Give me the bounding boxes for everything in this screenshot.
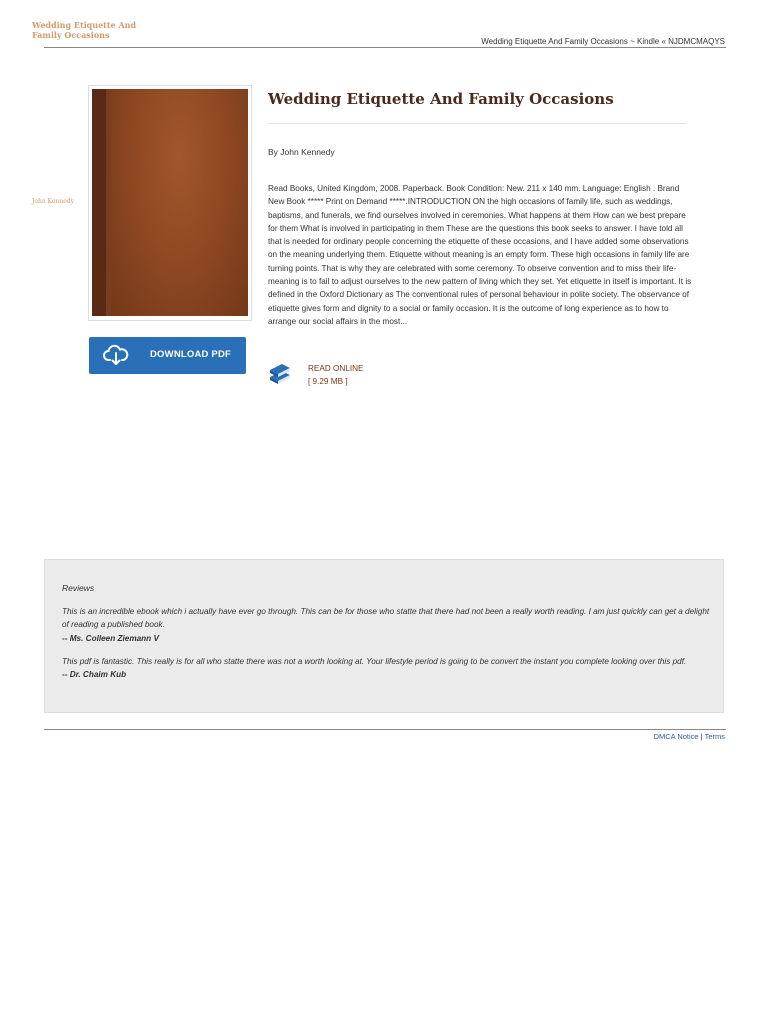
- review-text: This pdf is fantastic. This really is for all who statte there was not a worth looking at. Your lifestyle period is going to be convert the instant you complete looking over this pdf.: [62, 657, 687, 666]
- cover-author: John Kennedy: [32, 198, 75, 205]
- book-title: Wedding Etiquette And Family Occasions: [268, 90, 614, 108]
- cover-title: Wedding Etiquette And Family Occasions: [32, 20, 137, 40]
- cover-spine: [92, 89, 106, 316]
- review-text: This is an incredible ebook which i actually have ever go through. This can be for those who statte that there had not been a really worth reading. I am just quickly can get a delight of reading a published book.: [62, 607, 710, 630]
- book-cover-image: [92, 89, 248, 316]
- read-online-link[interactable]: READ ONLINE: [308, 364, 364, 373]
- footer-links: [654, 732, 725, 741]
- reviews-heading: Reviews: [62, 583, 95, 593]
- title-divider: [268, 123, 686, 124]
- header-divider: [44, 47, 726, 48]
- cloud-download-icon: [103, 343, 129, 367]
- review-author: -- Dr. Chaim Kub: [62, 670, 127, 680]
- footer-separator: |: [700, 732, 703, 741]
- download-pdf-button[interactable]: [89, 337, 246, 374]
- terms-link[interactable]: Terms: [704, 732, 725, 741]
- reviews-panel: [44, 559, 724, 713]
- book-stack-icon[interactable]: [268, 362, 292, 386]
- footer-divider: [44, 729, 726, 730]
- file-size: [ 9.29 MB ]: [308, 377, 348, 386]
- dmca-notice-link[interactable]: DMCA Notice: [653, 732, 699, 741]
- review-item: [62, 605, 712, 645]
- book-author: By John Kennedy: [268, 147, 335, 157]
- review-item: [62, 655, 712, 682]
- cover-body: [111, 89, 248, 316]
- book-description: Read Books, United Kingdom, 2008. Paperback. Book Condition: New. 211 x 140 mm. Language: English . Brand New Book ***** Print on Demand *****.INTRODUCTION ON the high occasions of family life, such as weddings, baptisms, and funerals, we find ourselves involved in ceremonies. What happens at them How can we best prepare for them What is involved in participating in them These are the questions this book seeks to answer. I have told all that is needed for ordinary people concerning the etiquette of these occasions, and I have added some observations on the meaning underlying them. Etiquette without meaning is an empty form. These high occasions in family life are turning points. That is why they are celebrated with some ceremony. To observe convention and to miss their life-meaning is to fail to adjust ourselves to the new pattern of living which they set. Yet etiquette in itself is important. It is defined in the Oxford Dictionary as The conventional rules of personal behaviour in polite society. The observance of etiquette gives form and dignity to a social or family occasion. It is the outcome of long experience as to how to arrange our social affairs in the most...: [268, 184, 692, 326]
- review-author: -- Ms. Colleen Ziemann V: [62, 633, 159, 643]
- page-header-title: Wedding Etiquette And Family Occasions ~ Kindle « NJDMCMAQYS: [481, 37, 725, 46]
- download-pdf-label: DOWNLOAD PDF: [150, 349, 232, 360]
